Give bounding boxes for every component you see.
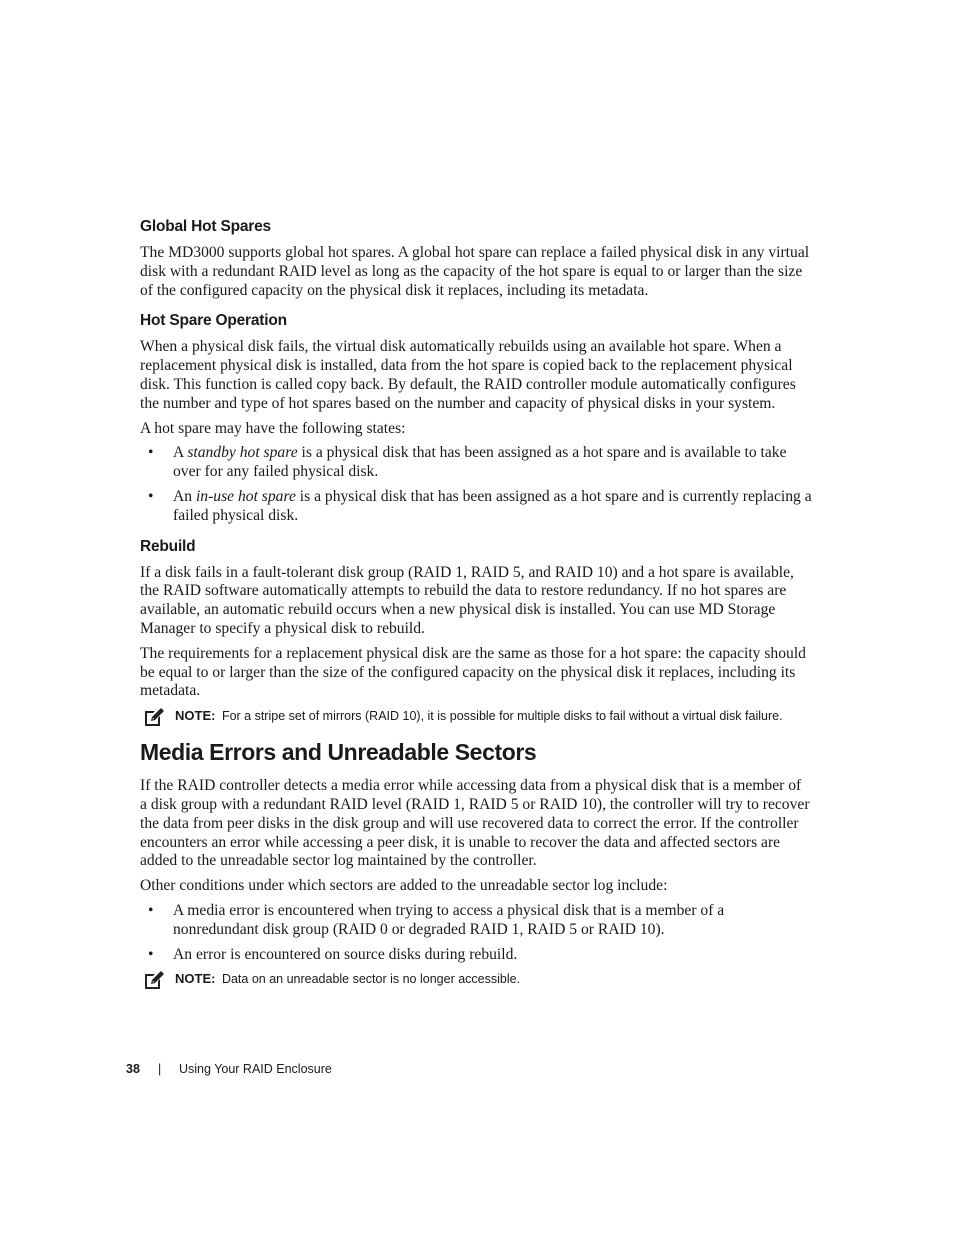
paragraph: When a physical disk fails, the virtual disk automatically rebuilds using an available hot spare. When a replacement physical disk is installed, data from the hot spare is copied back to the replacement physical disk. This function is called copy back. By default, the RAID controller module automatically configures the number and type of hot spares based on the number and capacity of physical disks in your system.	[140, 338, 796, 412]
hot-spare-states-list	[140, 444, 812, 525]
footer-separator: |	[158, 1062, 162, 1076]
list-item-term: standby hot spare	[187, 444, 298, 462]
list-item	[140, 444, 812, 482]
list-item-term: in-use hot spare	[195, 487, 296, 505]
note-block	[140, 707, 812, 725]
paragraph: If the RAID controller detects a media error while accessing data from a physical disk that is a member of a disk group with a redundant RAID level (RAID 1, RAID 5 or RAID 10), the controller will try to recover the data from peer disks in the disk group and will use recovered data to correct the error. If the controller encounters an error while accessing a peer disk, it is unable to recover the data and affected sectors are added to the unreadable sector log maintained by the controller.	[140, 777, 810, 870]
list-item-text: An error is encountered on source disks during rebuild.	[173, 945, 518, 963]
heading-hot-spare-operation: Hot Spare Operation	[140, 312, 287, 330]
paragraph: The MD3000 supports global hot spares. A global hot spare can replace a failed physical disk in any virtual disk with a redundant RAID level as long as the capacity of the hot spare is equal to or larger than the size of the configured capacity on the physical disk it replaces, including its metadata.	[140, 244, 810, 299]
section-hot-spare-operation	[140, 312, 812, 525]
list-item	[140, 946, 812, 965]
paragraph: Other conditions under which sectors are added to the unreadable sector log include:	[140, 877, 668, 895]
section-media-errors	[140, 739, 812, 988]
bullet-marker: •	[148, 487, 154, 505]
list-item-text: A media error is encountered when trying to access a physical disk that is a member of a nonredundant disk group (RAID 0 or degraded RAID 1, RAID 5 or RAID 10).	[173, 901, 725, 938]
note-text: For a stripe set of mirrors (RAID 10), it is possible for multiple disks to fail without a virtual disk failure.	[221, 709, 783, 724]
note-block	[140, 970, 812, 988]
paragraph: A hot spare may have the following states:	[140, 419, 406, 437]
list-item-text: is a physical disk that has been assigned as a hot spare and is available to take over for any failed physical disk.	[173, 444, 787, 481]
section-global-hot-spares	[140, 218, 812, 300]
list-item-text: is a physical disk that has been assigned as a hot spare and is currently replacing a failed physical disk.	[173, 487, 812, 524]
bullet-marker: •	[148, 444, 154, 462]
bullet-marker: •	[148, 945, 154, 963]
note-label: NOTE:	[175, 708, 216, 724]
heading-global-hot-spares: Global Hot Spares	[140, 218, 271, 235]
unreadable-conditions-list	[140, 902, 812, 964]
heading-media-errors: Media Errors and Unreadable Sectors	[140, 739, 537, 766]
page-number: 38	[126, 1062, 140, 1076]
note-pencil-icon	[144, 970, 164, 990]
bullet-marker: •	[148, 901, 154, 919]
list-item	[140, 488, 812, 526]
list-item-text: An	[173, 487, 196, 505]
note-label: NOTE:	[175, 971, 216, 987]
section-rebuild	[140, 538, 812, 726]
page-content	[140, 218, 812, 994]
list-item	[140, 902, 812, 940]
note-text: Data on an unreadable sector is no longer accessible.	[221, 972, 521, 987]
heading-rebuild: Rebuild	[140, 537, 196, 555]
page-footer	[126, 1062, 332, 1076]
note-pencil-icon	[144, 707, 164, 727]
paragraph: The requirements for a replacement physical disk are the same as those for a hot spare: the capacity should be equal to or larger than the size of the configured capacity on the physical disk it replaces, including its metadata.	[140, 644, 806, 700]
paragraph: If a disk fails in a fault-tolerant disk group (RAID 1, RAID 5, and RAID 10) and a hot spare is available, the RAID software automatically attempts to rebuild the data to restore redundancy. If no hot spares are available, an automatic rebuild occurs when a new physical disk is installed. You can use MD Storage Manager to specify a physical disk to rebuild.	[140, 563, 794, 637]
list-item-text: A	[173, 444, 188, 462]
footer-title: Using Your RAID Enclosure	[179, 1062, 332, 1076]
